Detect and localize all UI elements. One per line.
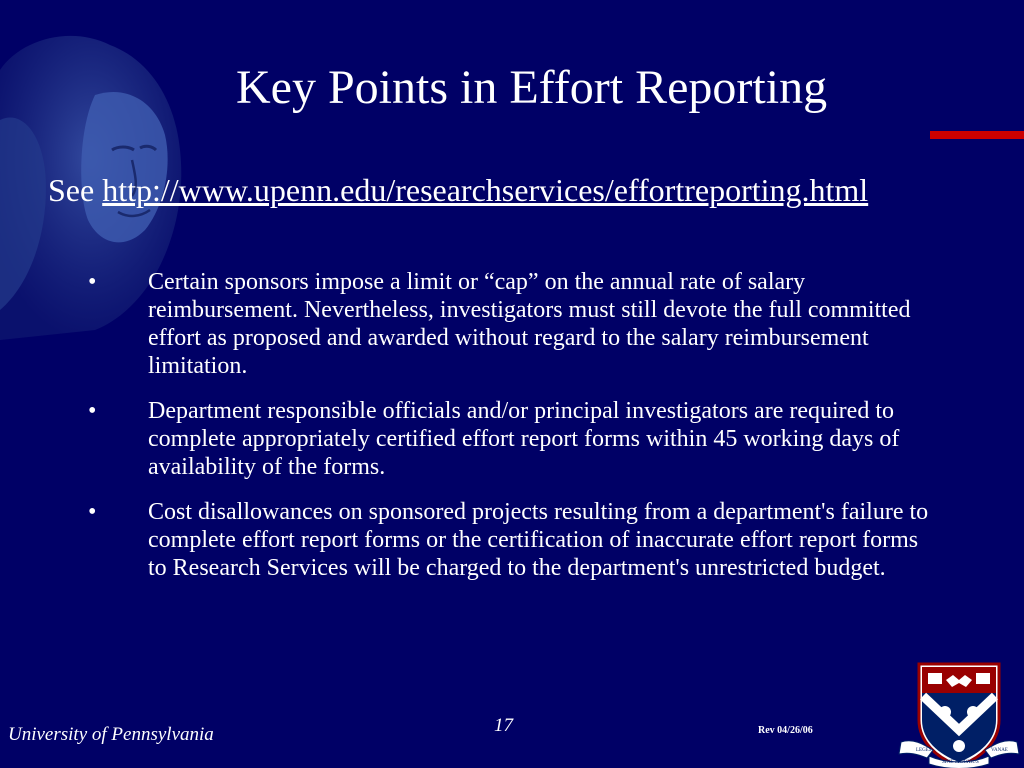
bullet-text: Department responsible officials and/or principal investigators are required to complete appropriately certified effort report forms within 45 working days of availability of the forms. xyxy=(148,398,900,480)
page-number: 17 xyxy=(494,715,513,736)
bullet-glyph: • xyxy=(88,499,97,525)
svg-text:SINE MORIBUS: SINE MORIBUS xyxy=(942,759,979,765)
title-accent-rule xyxy=(930,131,1024,139)
svg-text:LEGES: LEGES xyxy=(916,748,932,753)
svg-text:VANAE: VANAE xyxy=(991,748,1008,753)
bullet-glyph: • xyxy=(88,398,97,424)
university-seal-icon xyxy=(897,660,1021,768)
bullet-item xyxy=(88,268,938,380)
bullet-item xyxy=(88,498,938,582)
bullet-list xyxy=(88,268,938,599)
bullet-text: Cost disallowances on sponsored projects resulting from a department's failure to complete effort report forms or the certification of inaccurate effort report forms to Research Services will be charged to the department's unrestricted budget. xyxy=(148,499,929,581)
revision-date: Rev 04/26/06 xyxy=(758,725,813,736)
reference-line xyxy=(48,173,868,208)
bullet-text: Certain sponsors impose a limit or “cap” on the annual rate of salary reimbursement. Nevertheless, investigators must still devote the full committed effort as proposed and awarded without regard to the salary reimbursement limitation. xyxy=(148,269,911,379)
bullet-item xyxy=(88,397,938,481)
bullet-glyph: • xyxy=(88,269,97,295)
reference-prefix: See xyxy=(48,172,103,208)
slide-title: Key Points in Effort Reporting xyxy=(236,61,828,114)
effort-reporting-link[interactable]: http://www.upenn.edu/researchservices/effortreporting.html xyxy=(102,172,869,208)
footer-institution: University of Pennsylvania xyxy=(8,724,214,745)
